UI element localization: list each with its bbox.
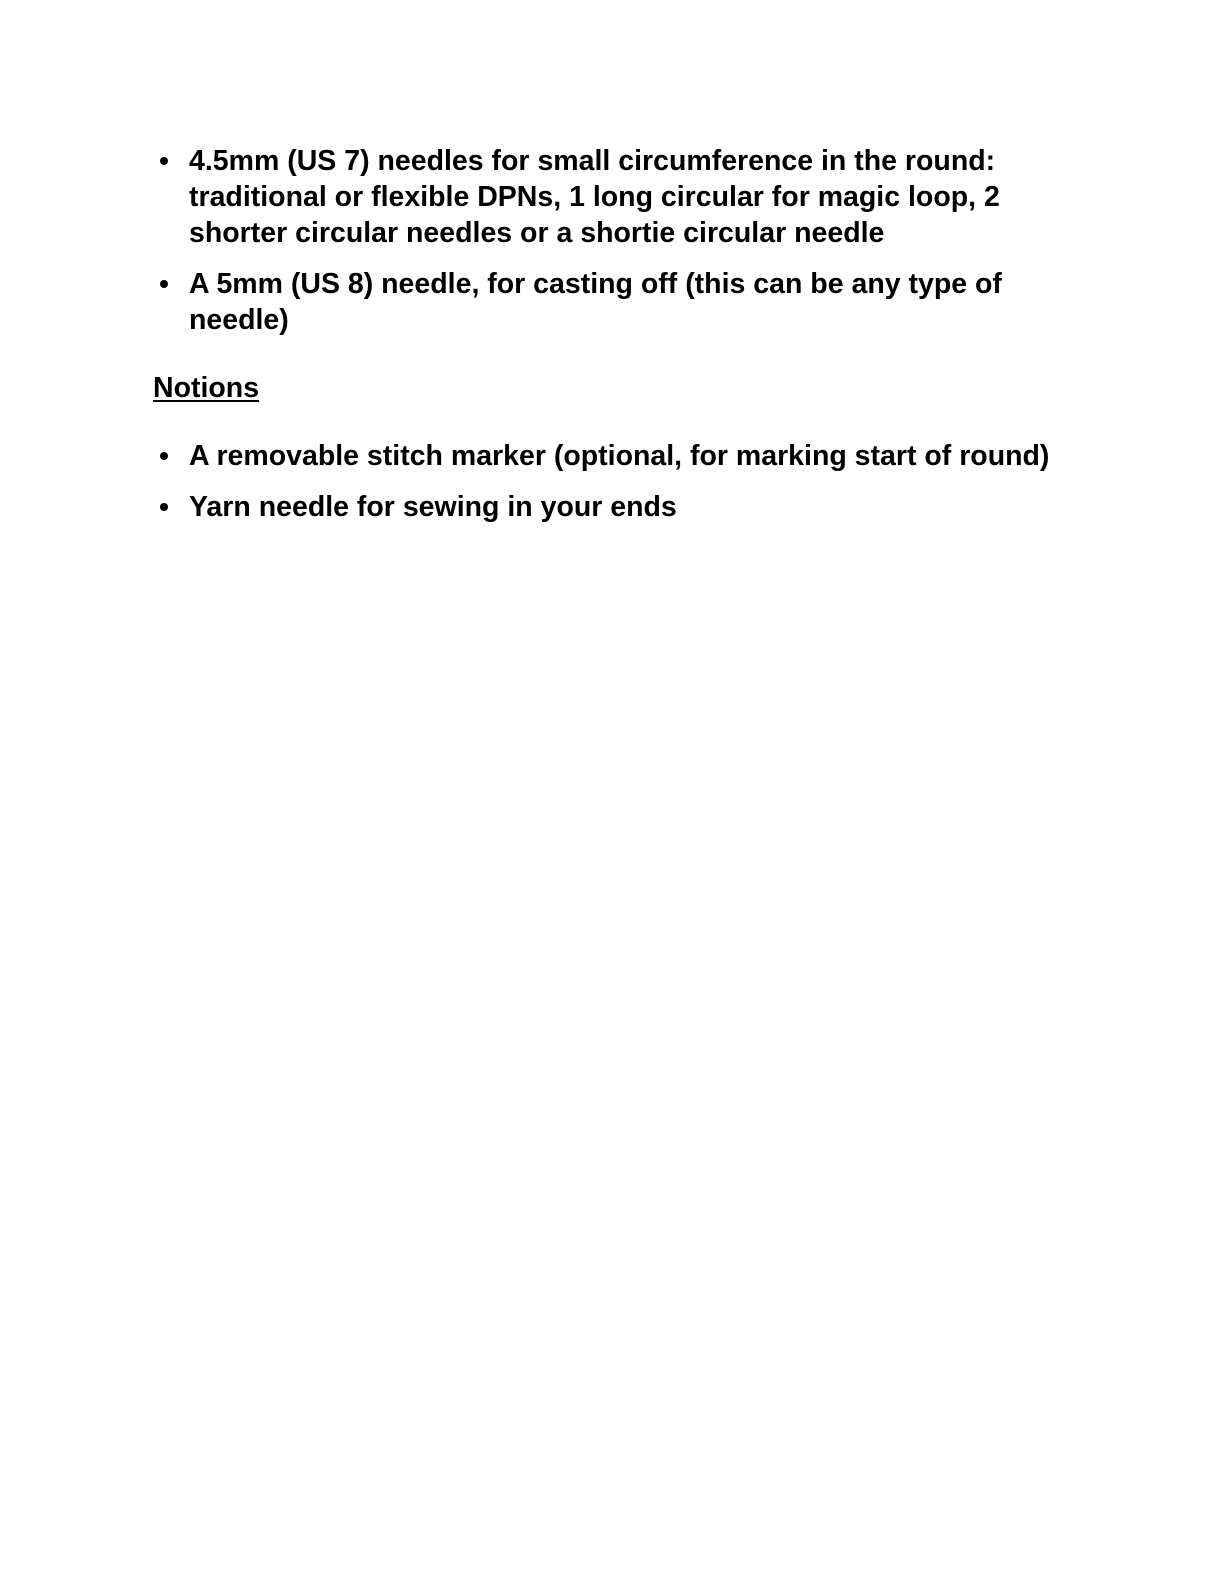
list-item-text: Yarn needle for sewing in your ends <box>189 491 677 523</box>
notions-heading: Notions <box>153 372 260 404</box>
bullet-icon <box>160 452 168 460</box>
needles-list <box>160 143 1060 353</box>
list-item-text: 4.5mm (US 7) needles for small circumference in the round: traditional or flexible DPNs, 1 long circular for magic loop, 2 shorter circular needles or a shortie circular needle <box>189 145 1000 249</box>
list-item <box>160 438 1060 474</box>
list-item <box>160 489 1060 525</box>
list-item-text: A removable stitch marker (optional, for marking start of round) <box>189 440 1050 472</box>
notions-list <box>160 438 1060 540</box>
list-item <box>160 266 1060 338</box>
bullet-icon <box>160 503 168 511</box>
list-item <box>160 143 1060 251</box>
bullet-icon <box>160 157 168 165</box>
bullet-icon <box>160 280 168 288</box>
list-item-text: A 5mm (US 8) needle, for casting off (this can be any type of needle) <box>189 268 1002 336</box>
